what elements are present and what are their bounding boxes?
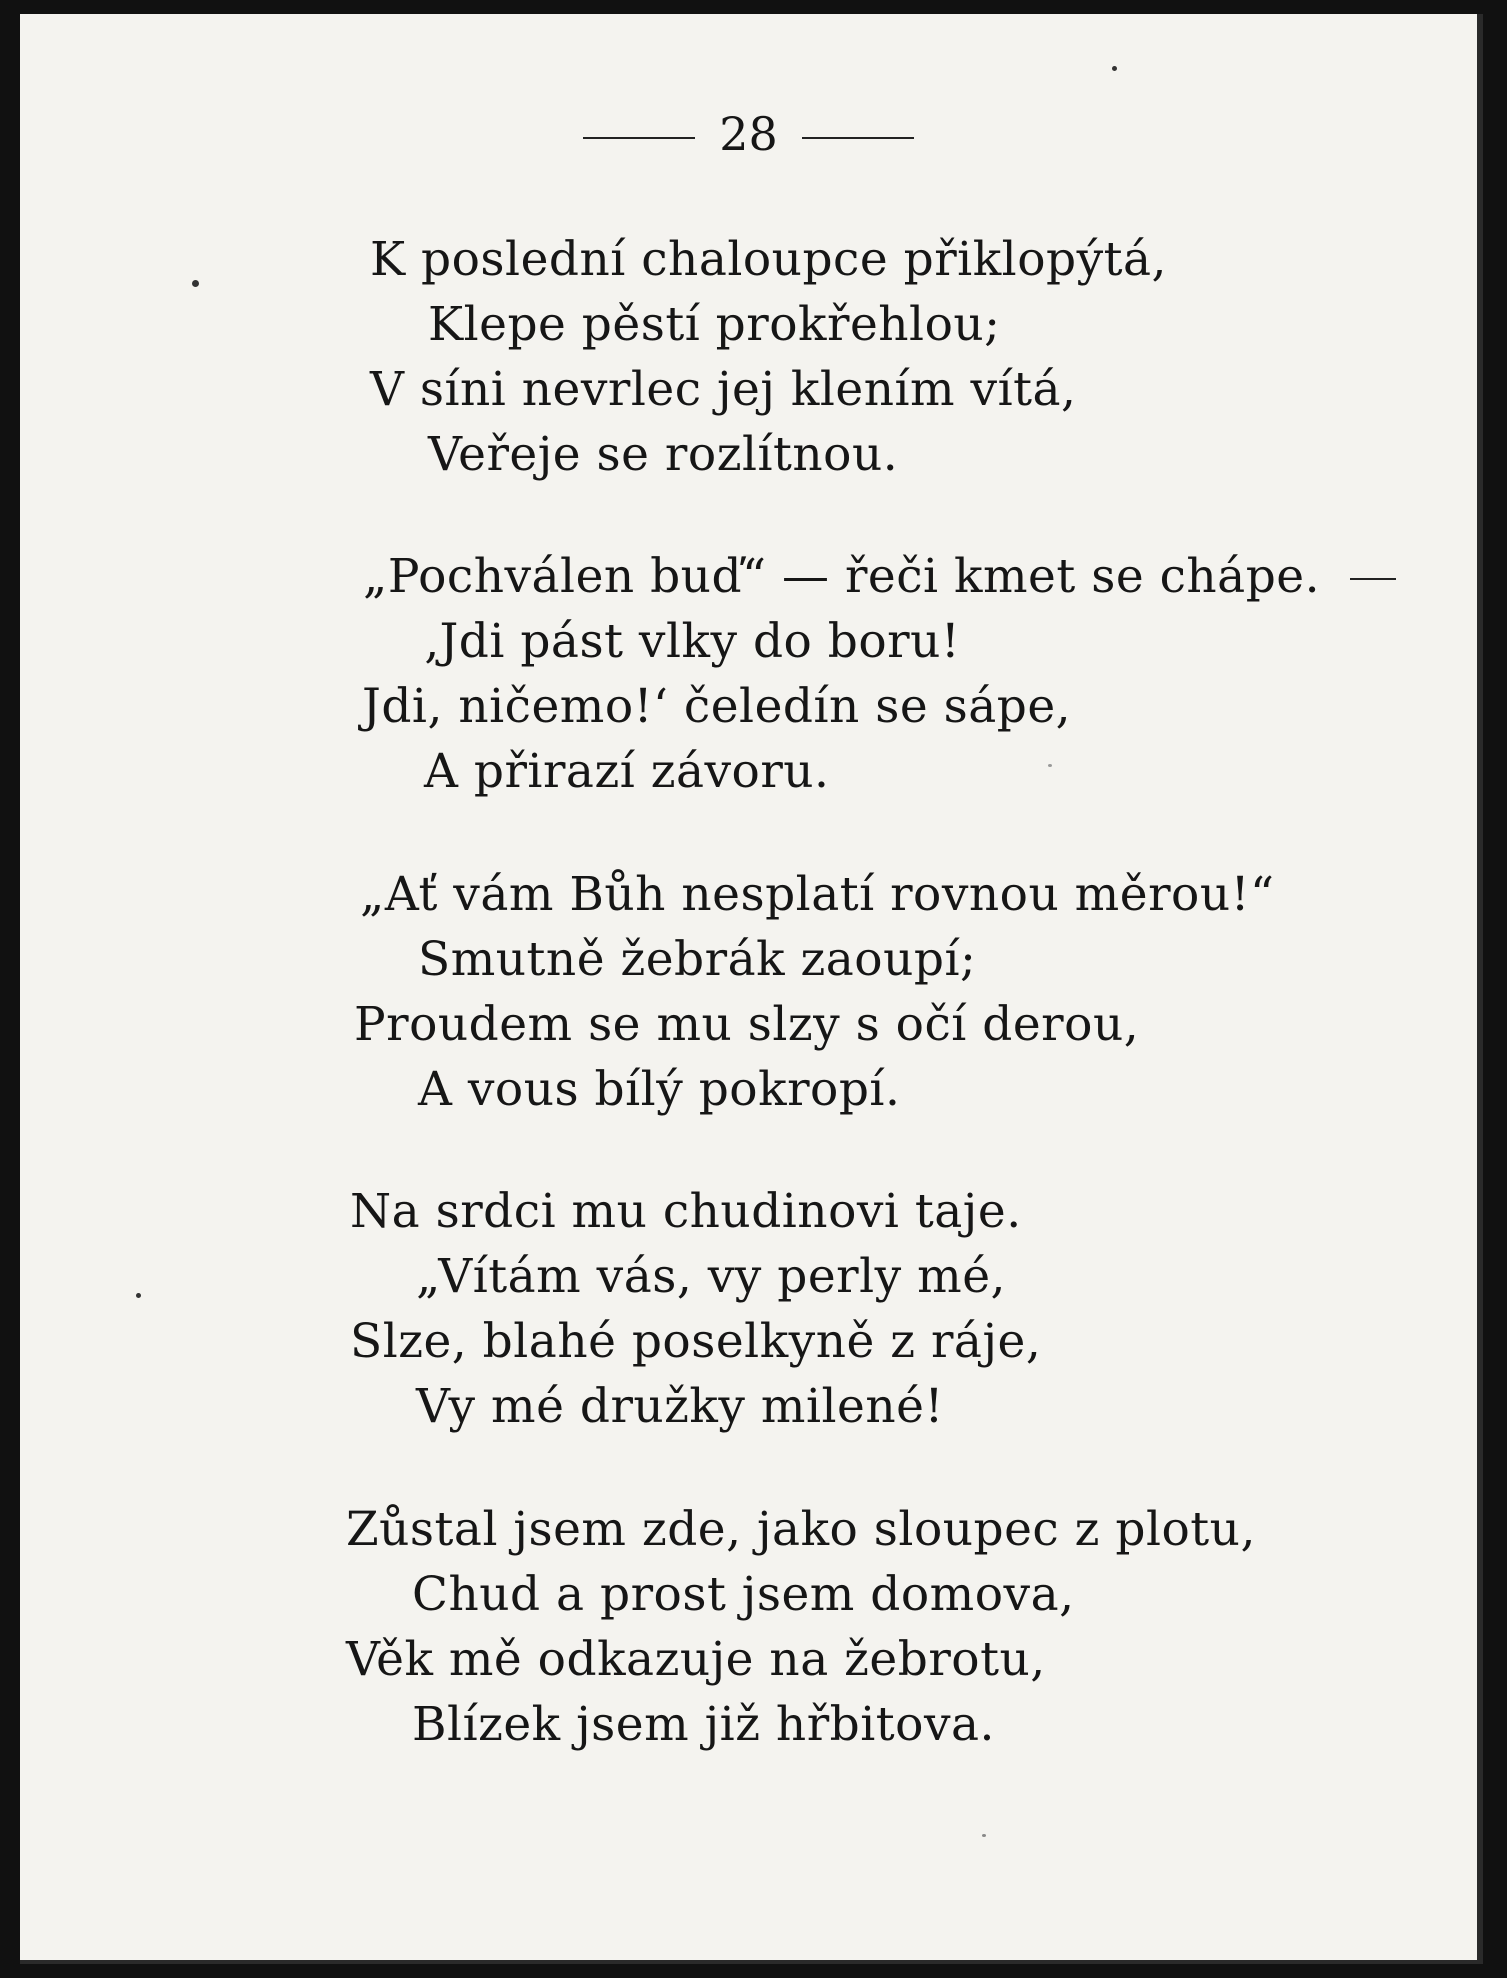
print-speck [136, 1293, 141, 1298]
page-number: 28 [719, 107, 778, 161]
poem-line: Smutně žebrák zaoupí; [418, 932, 977, 987]
line-end-dash [1350, 578, 1396, 580]
poem-line: ‚Jdi pást vlky do boru! [424, 614, 961, 669]
poem-line: Na srdci mu chudinovi taje. [350, 1184, 1022, 1239]
poem-line: A přirazí závoru. [424, 744, 830, 799]
poem-line: „Vítám vás, vy perly mé, [416, 1249, 1006, 1304]
poem-line: K poslední chaloupce přiklopýtá, [370, 232, 1167, 287]
poem-line: Věk mě odkazuje na žebrotu, [346, 1632, 1046, 1687]
print-speck [982, 1834, 986, 1837]
poem-line: Proudem se mu slzy s očí derou, [354, 997, 1140, 1052]
poem [20, 14, 1477, 1960]
poem-line: Klepe pěstí prokřehlou; [428, 297, 1001, 352]
poem-line: Veřeje se rozlítnou. [428, 427, 899, 482]
print-speck [1112, 66, 1117, 71]
poem-line: A vous bílý pokropí. [418, 1062, 901, 1117]
book-page [20, 14, 1483, 1964]
poem-line: Blízek jsem již hřbitova. [412, 1697, 995, 1752]
print-speck [1048, 764, 1052, 767]
print-speck [192, 280, 199, 287]
poem-line: Zůstal jsem zde, jako sloupec z plotu, [346, 1502, 1256, 1557]
poem-line: Jdi, ničemo!‘ čeledín se sápe, [362, 679, 1072, 734]
poem-line: „Pochválen buď“ — řeči kmet se chápe. [363, 549, 1321, 604]
poem-line: Chud a prost jsem domova, [412, 1567, 1075, 1622]
poem-line: „Ať vám Bůh nesplatí rovnou měrou!“ [360, 867, 1275, 922]
poem-line: Vy mé družky milené! [416, 1379, 944, 1434]
poem-line: V síni nevrlec jej klením vítá, [370, 362, 1077, 417]
poem-line: Slze, blahé poselkyně z ráje, [350, 1314, 1042, 1369]
